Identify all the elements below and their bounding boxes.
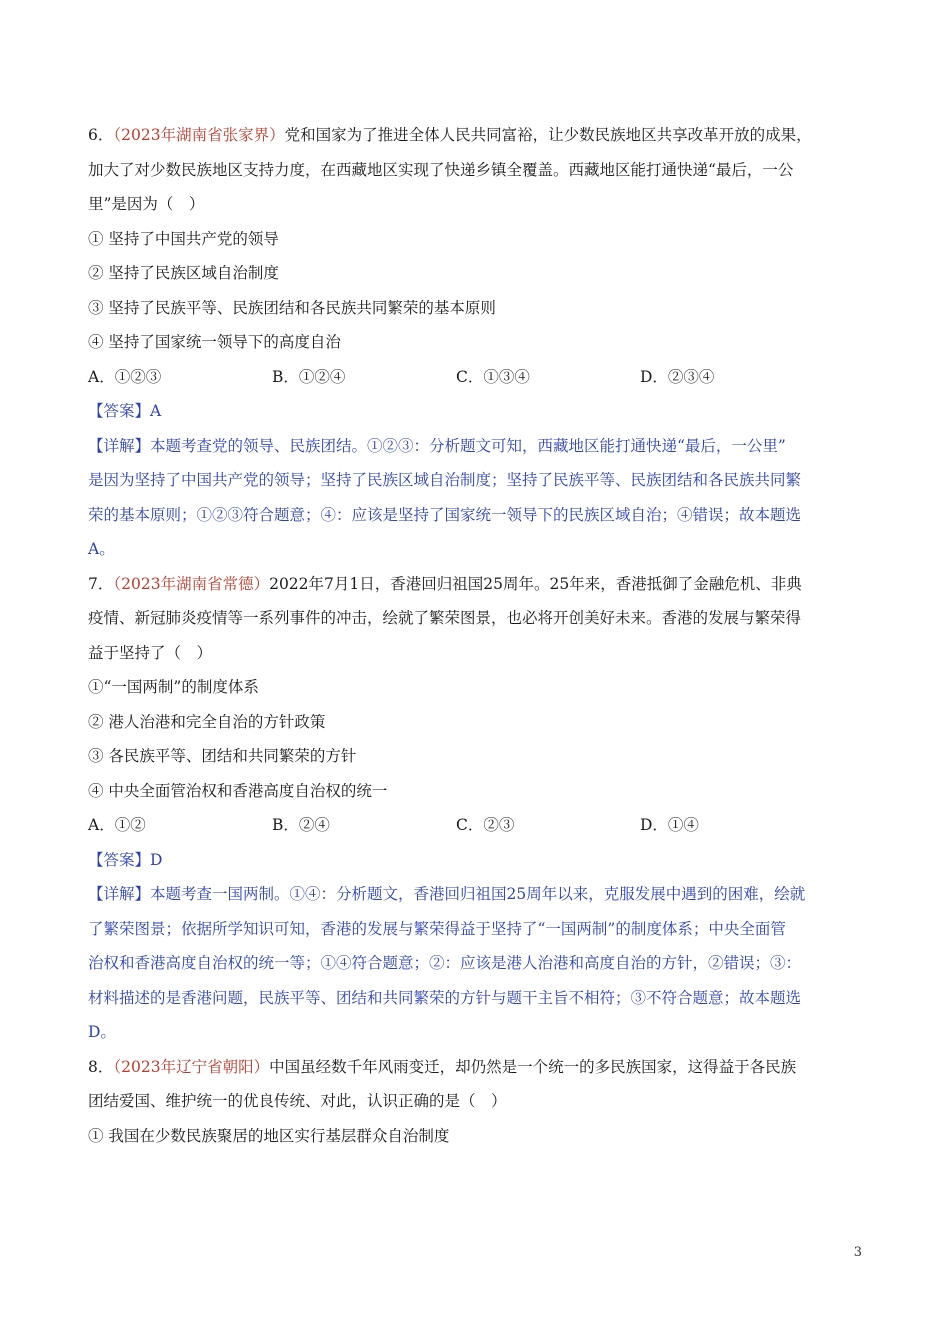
question-item: ① 我国在少数民族聚居的地区实行基层群众自治制度 (88, 1126, 450, 1145)
question-number: 6． (88, 126, 114, 144)
question-stem-line: 7．（2023年湖南省常德）2022年7月1日，香港回归祖国25周年。25年来，香港抵御了金融危机、非典 (88, 574, 802, 593)
answer-key: 【答案】A (88, 402, 162, 420)
answer-options (88, 360, 864, 395)
question-source: （2023年辽宁省朝阳） (113, 1057, 270, 1076)
question-stem-line: 团结爱国、维护统一的优良传统、对此，认识正确的是（ ） (88, 1092, 507, 1110)
analysis-line: 了繁荣图景；依据所学知识可知，香港的发展与繁荣得益于坚持了“一国两制”的制度体系；中央全面管 (88, 919, 786, 938)
question-item: ② 港人治港和完全自治的方针政策 (88, 712, 326, 731)
question-stem-line: 6．（2023年湖南省张家界）党和国家为了推进全体人民共同富裕，让少数民族地区共享改革开放的成果， (88, 126, 812, 144)
question-item: ④ 坚持了国家统一领导下的高度自治 (88, 333, 341, 351)
question-source: （2023年湖南省常德） (113, 574, 270, 593)
analysis-line: 是因为坚持了中国共产党的领导；坚持了民族区域自治制度；坚持了民族平等、民族团结和各民族共同繁 (88, 471, 802, 489)
question-item: ③ 坚持了民族平等、民族团结和各民族共同繁荣的基本原则 (88, 298, 496, 317)
option-d: D．①④ (640, 816, 699, 834)
page-number: 3 (853, 1245, 862, 1260)
question-stem-line: 8．（2023年辽宁省朝阳）中国虽经数千年风雨变迁，却仍然是一个统一的多民族国家，这得益于各民族 (88, 1057, 797, 1076)
question-stem-line: 益于坚持了（ ） (88, 643, 213, 662)
question-item: ①“一国两制”的制度体系 (88, 678, 259, 696)
question-7 (88, 567, 864, 1050)
question-stem-line: 疫情、新冠肺炎疫情等一系列事件的冲击，绘就了繁荣图景，也必将开创美好未来。香港的发展与繁荣得 (88, 609, 802, 627)
question-number: 7． (88, 574, 114, 593)
document-page (88, 118, 864, 1153)
question-source: （2023年湖南省张家界） (113, 126, 285, 144)
option-c: C．②③ (456, 816, 515, 834)
option-c: C．①③④ (456, 367, 530, 386)
answer-options (88, 808, 864, 843)
answer-key: 【答案】D (88, 850, 163, 869)
question-stem-line: 加大了对少数民族地区支持力度，在西藏地区实现了快递乡镇全覆盖。西藏地区能打通快递“最后，一公 (88, 160, 794, 179)
analysis-line: D。 (88, 1023, 116, 1041)
analysis-line: A。 (88, 540, 115, 558)
question-item: ④ 中央全面管治权和香港高度自治权的统一 (88, 781, 388, 800)
analysis-line: 【详解】本题考查党的领导、民族团结。①②③：分析题文可知，西藏地区能打通快递“最后，一公里” (88, 436, 786, 455)
question-item: ② 坚持了民族区域自治制度 (88, 264, 279, 282)
question-stem-line: 里”是因为（ ） (88, 195, 205, 213)
option-b: B．①②④ (272, 367, 346, 386)
question-item: ③ 各民族平等、团结和共同繁荣的方针 (88, 747, 357, 765)
option-a: A．①②③ (88, 367, 162, 386)
option-b: B．②④ (272, 816, 330, 834)
question-6 (88, 118, 864, 567)
question-8 (88, 1050, 864, 1154)
analysis-line: 治权和香港高度自治权的统一等；①④符合题意；②：应该是港人治港和高度自治的方针，②错误；③： (88, 954, 802, 972)
analysis-line: 材料描述的是香港问题，民族平等、团结和共同繁荣的方针与题干主旨不相符；③不符合题意；故本题选 (88, 988, 802, 1007)
analysis-line: 【详解】本题考查一国两制。①④：分析题文，香港回归祖国25周年以来，克服发展中遇到的困难，绘就 (88, 885, 806, 903)
option-d: D．②③④ (640, 367, 715, 386)
option-a: A．①② (88, 816, 146, 834)
analysis-line: 荣的基本原则；①②③符合题意；④：应该是坚持了国家统一领导下的民族区域自治；④错误；故本题选 (88, 505, 802, 524)
question-number: 8． (88, 1057, 114, 1076)
question-item: ① 坚持了中国共产党的领导 (88, 229, 279, 248)
